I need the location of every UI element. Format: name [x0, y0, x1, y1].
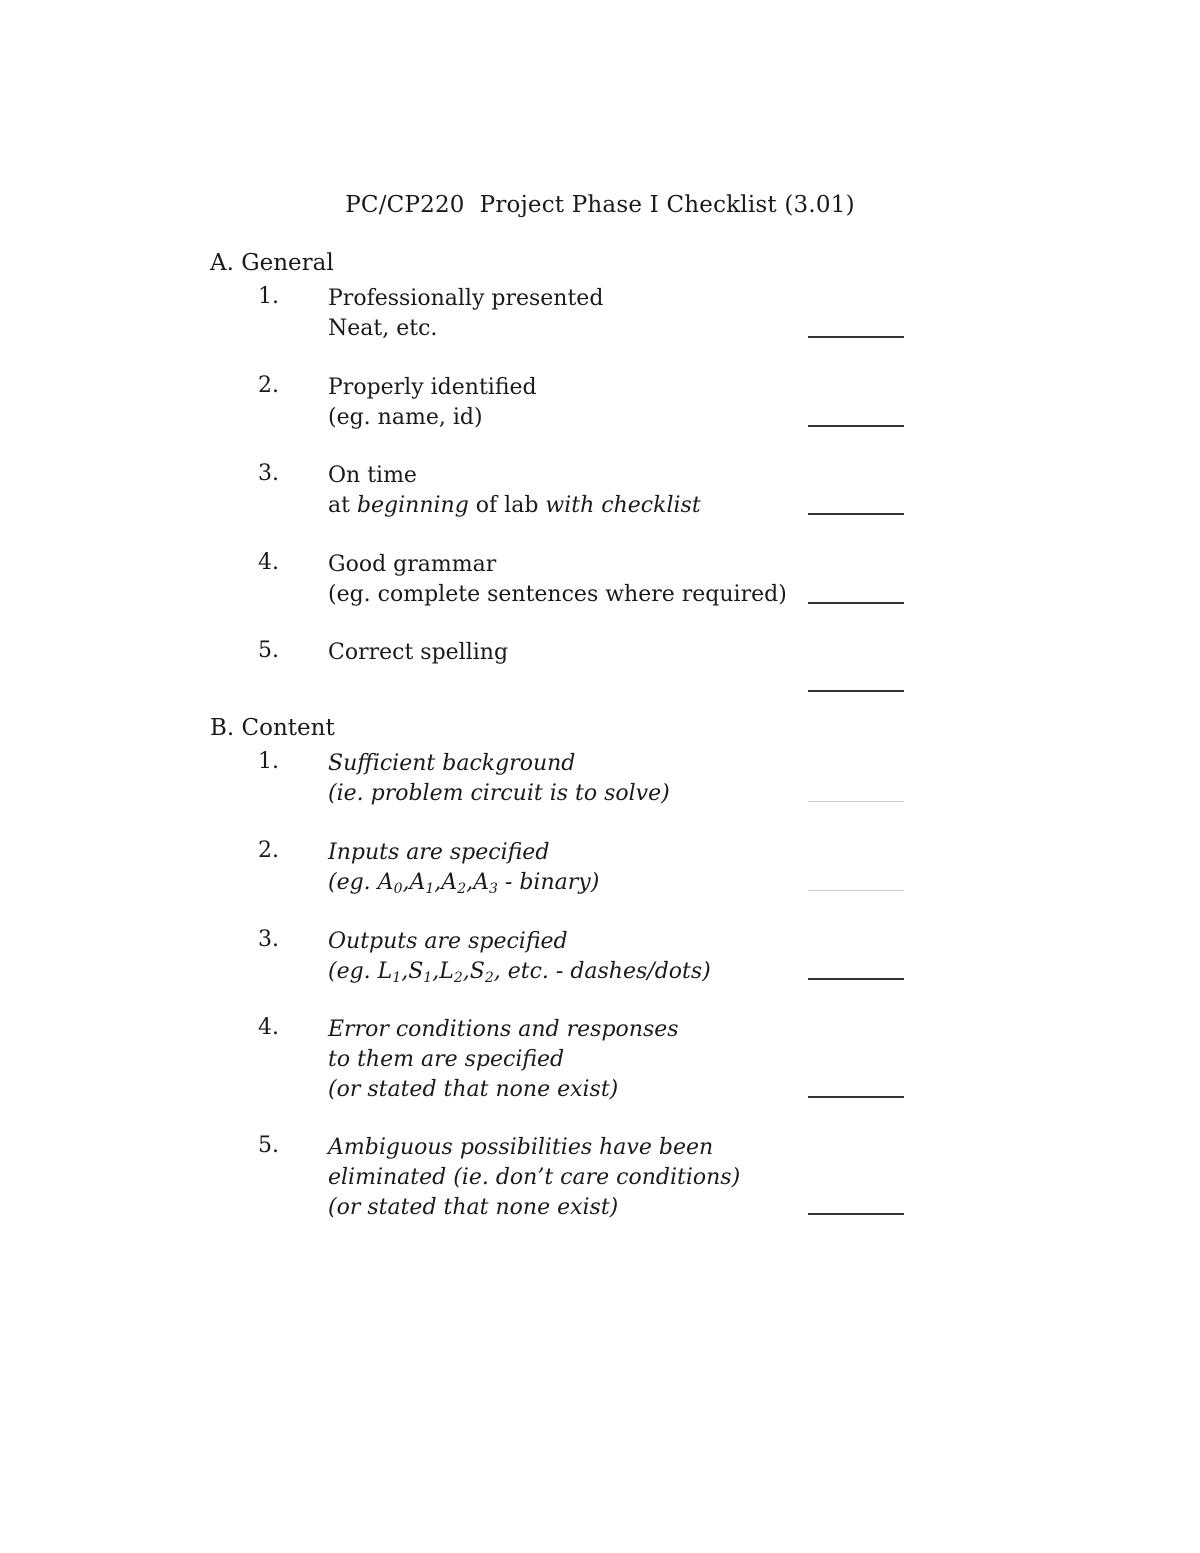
emphasis-text: with checklist [545, 493, 701, 518]
item-text [328, 550, 787, 610]
item-line: (eg. name, id) [328, 405, 483, 430]
item-line: (eg. complete sentences where required) [328, 582, 787, 607]
score-blank-general-2 [808, 425, 904, 427]
subscript: 1 [423, 970, 433, 986]
variable: S [408, 959, 424, 984]
item-line: (or stated that none exist) [328, 1077, 619, 1102]
subscript: 2 [484, 970, 494, 986]
score-blank-content-2 [808, 890, 904, 891]
separator: , [401, 959, 409, 984]
variable: A [377, 870, 394, 895]
item-number: 1. [258, 749, 279, 774]
score-blank-general-3 [808, 513, 904, 515]
item-line: to them are specified [328, 1047, 565, 1072]
item-line: Neat, etc. [328, 316, 438, 341]
variable: L [377, 959, 393, 984]
separator: , [434, 870, 442, 895]
item-line: Sufficient background [328, 751, 576, 776]
item-number: 2. [258, 373, 279, 398]
item-text [328, 1015, 679, 1105]
section-heading-general: A. General [210, 250, 334, 276]
item-line: On time [328, 463, 417, 488]
score-blank-content-5 [808, 1213, 904, 1215]
item-number: 3. [258, 927, 279, 952]
item-text [328, 927, 711, 987]
item-line: Ambiguous possibilities have been [328, 1135, 714, 1160]
page-title: PC/CP220 Project Phase I Checklist (3.01) [345, 192, 855, 218]
score-blank-general-1 [808, 336, 904, 338]
subscript: 1 [425, 881, 435, 897]
variable: L [439, 959, 454, 984]
item-line: Professionally presented [328, 286, 604, 311]
item-line: eliminated (ie. don’t care conditions) [328, 1165, 741, 1190]
emphasis-text: beginning [356, 493, 469, 518]
subscript: 2 [457, 881, 467, 897]
item-text [328, 838, 599, 898]
score-blank-content-1 [808, 801, 904, 802]
text-run: (eg. [328, 870, 378, 895]
item-line: Properly identified [328, 375, 537, 400]
item-text [328, 461, 701, 521]
item-line: (ie. problem circuit is to solve) [328, 781, 670, 806]
score-blank-content-4 [808, 1096, 904, 1098]
item-text [328, 284, 603, 344]
score-blank-general-4 [808, 602, 904, 604]
text-run: - binary) [497, 870, 600, 895]
subscript: 3 [489, 881, 498, 897]
item-text [328, 638, 508, 668]
item-number: 2. [258, 838, 279, 863]
item-line: Inputs are specified [328, 840, 550, 865]
item-line: Error conditions and responses [328, 1017, 679, 1042]
item-number: 5. [258, 638, 279, 663]
item-line [328, 868, 599, 898]
item-text [328, 1133, 740, 1223]
item-number: 5. [258, 1133, 279, 1158]
variable: S [469, 959, 485, 984]
score-blank-general-5 [808, 690, 904, 692]
text-run: (eg. [328, 959, 378, 984]
variable: A [441, 870, 458, 895]
variable: A [409, 870, 426, 895]
item-number: 3. [258, 461, 279, 486]
item-line: Good grammar [328, 552, 497, 577]
item-line [328, 491, 701, 521]
section-heading-content: B. Content [210, 715, 335, 741]
item-line: (or stated that none exist) [328, 1195, 619, 1220]
item-line: Outputs are specified [328, 929, 568, 954]
item-line [328, 957, 711, 987]
item-line: Correct spelling [328, 640, 509, 665]
item-text [328, 373, 537, 433]
subscript: 2 [453, 970, 463, 986]
text-run: of lab [468, 493, 546, 518]
item-number: 1. [258, 284, 279, 309]
separator: , [462, 959, 470, 984]
separator: , [432, 959, 440, 984]
subscript: 1 [392, 970, 402, 986]
subscript: 0 [393, 881, 403, 897]
item-text [328, 749, 670, 809]
score-blank-content-3 [808, 978, 904, 980]
item-number: 4. [258, 550, 279, 575]
separator: , [466, 870, 474, 895]
variable: A [473, 870, 489, 895]
item-number: 4. [258, 1015, 279, 1040]
text-run: at [328, 493, 357, 518]
separator: , [402, 870, 410, 895]
text-run: , etc. - dashes/dots) [493, 959, 711, 984]
